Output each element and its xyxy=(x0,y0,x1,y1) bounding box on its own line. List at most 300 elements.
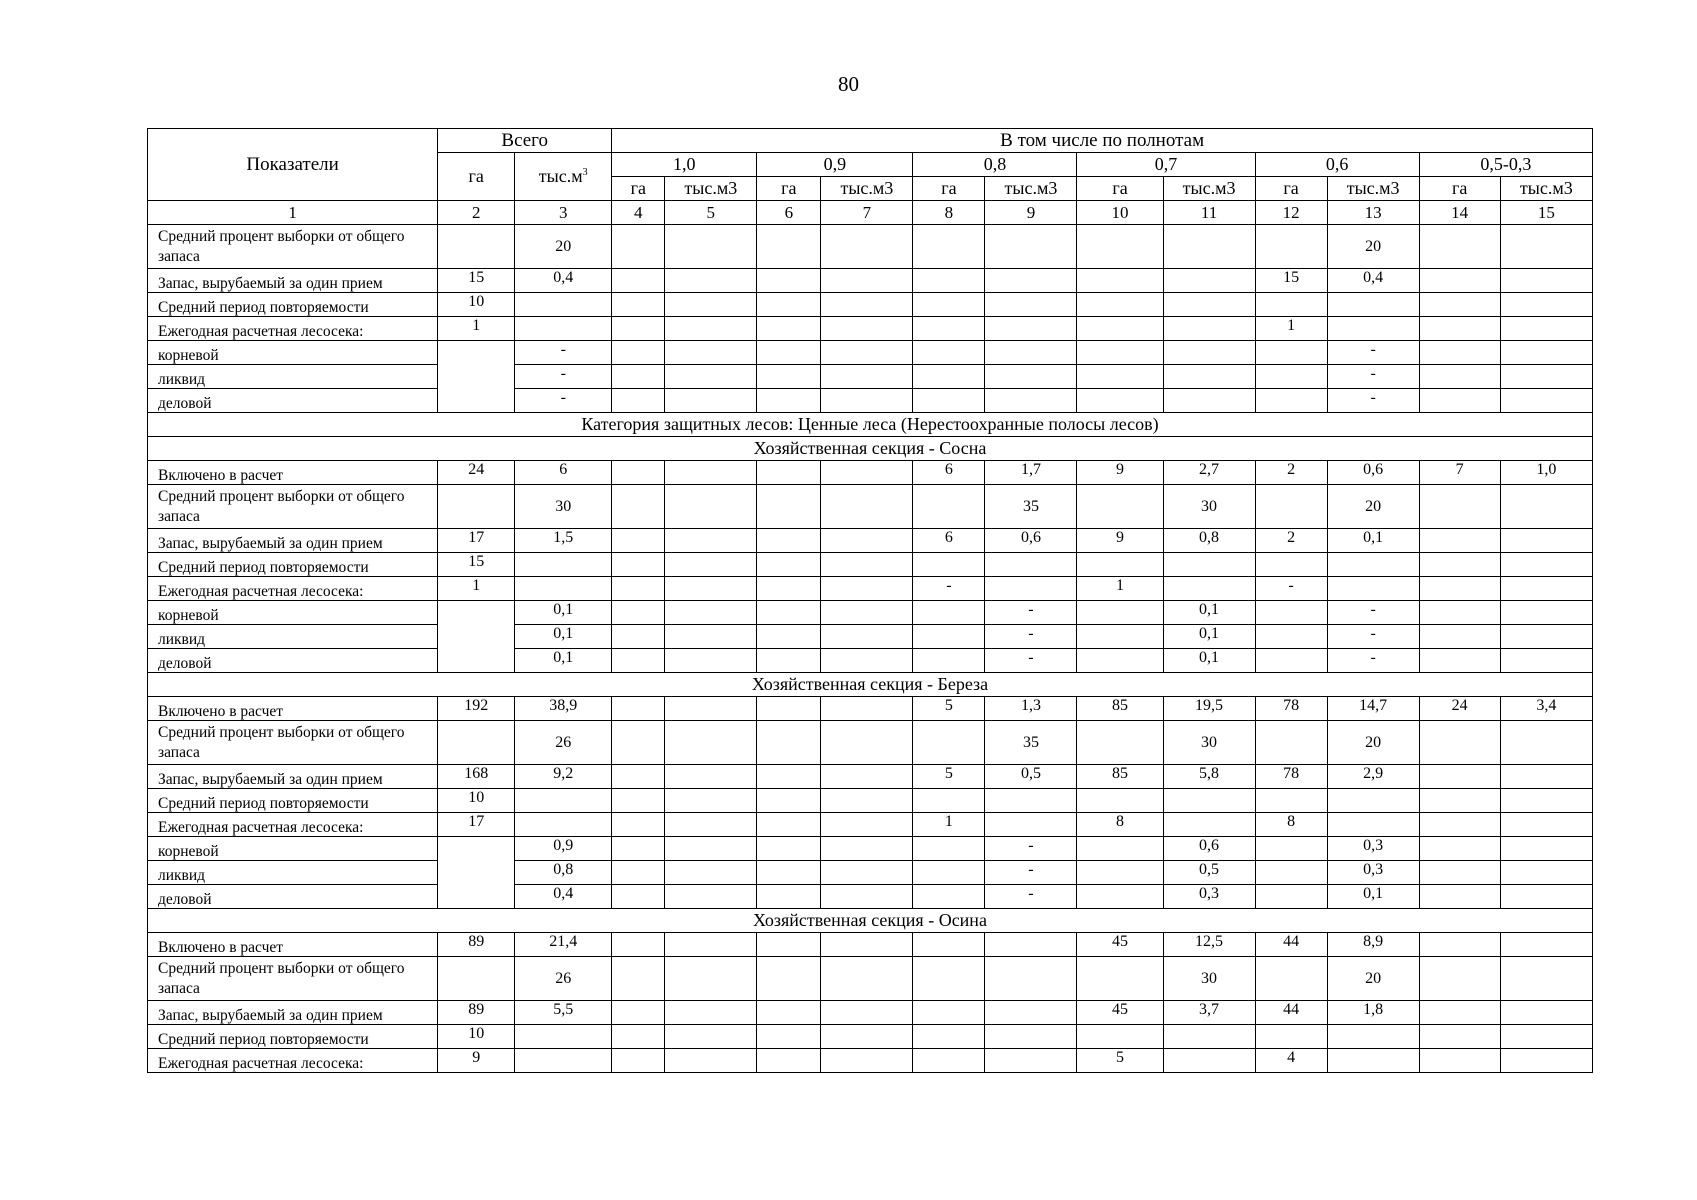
table-cell: 0,8 xyxy=(515,861,612,885)
table-cell: 0,6 xyxy=(985,529,1077,553)
table-row xyxy=(148,577,1593,601)
table-cell xyxy=(1077,485,1163,529)
header-sub-m3: тыс.м3 xyxy=(665,177,757,201)
table-cell xyxy=(612,789,665,813)
table-cell xyxy=(515,317,612,341)
table-row xyxy=(148,885,1593,909)
table-cell xyxy=(757,553,821,577)
table-cell xyxy=(1255,789,1327,813)
row-label: Средний процент выборки от общего запаса xyxy=(148,225,438,269)
row-label: Запас, вырубаемый за один прием xyxy=(148,765,438,789)
table-cell xyxy=(985,957,1077,1001)
table-cell xyxy=(757,1001,821,1025)
table-cell xyxy=(612,341,665,365)
table-cell xyxy=(1500,625,1592,649)
table-cell xyxy=(913,365,985,389)
table-cell xyxy=(1419,365,1500,389)
table-cell xyxy=(821,389,913,413)
table-cell: 1 xyxy=(1255,317,1327,341)
table-cell xyxy=(913,341,985,365)
table-cell xyxy=(1500,933,1592,957)
table-cell: 192 xyxy=(438,697,515,721)
table-cell: - xyxy=(985,885,1077,909)
table-cell: 3,4 xyxy=(1500,697,1592,721)
table-cell xyxy=(1419,577,1500,601)
table-cell xyxy=(1327,1025,1419,1049)
column-number: 5 xyxy=(665,201,757,225)
header-sub-ha: га xyxy=(1255,177,1327,201)
column-number: 12 xyxy=(1255,201,1327,225)
table-cell xyxy=(1419,1049,1500,1073)
table-cell xyxy=(913,625,985,649)
merged-ha-cell xyxy=(438,601,515,673)
table-cell xyxy=(913,293,985,317)
row-label: деловой xyxy=(148,389,438,413)
table-cell: 1 xyxy=(438,577,515,601)
table-cell: 2 xyxy=(1255,461,1327,485)
table-cell xyxy=(665,365,757,389)
table-cell xyxy=(1077,269,1163,293)
table-cell xyxy=(1500,957,1592,1001)
table-cell: - xyxy=(913,577,985,601)
table-cell: 45 xyxy=(1077,1001,1163,1025)
table-cell xyxy=(757,577,821,601)
table-cell xyxy=(1500,485,1592,529)
table-cell xyxy=(665,529,757,553)
table-row xyxy=(148,837,1593,861)
table-row xyxy=(148,813,1593,837)
table-cell xyxy=(821,317,913,341)
page-number: 80 xyxy=(838,72,859,96)
table-cell xyxy=(757,649,821,673)
table-cell xyxy=(1327,1049,1419,1073)
column-number: 13 xyxy=(1327,201,1419,225)
section-title-text: Хозяйственная секция - Осина xyxy=(148,909,1593,933)
table-cell xyxy=(1500,365,1592,389)
table-cell xyxy=(665,861,757,885)
row-label: ликвид xyxy=(148,861,438,885)
table-cell xyxy=(612,365,665,389)
header-total-m3: $тыс.м^3$ xyxy=(515,153,612,201)
column-number-row xyxy=(148,201,1593,225)
table-cell xyxy=(665,389,757,413)
table-cell xyxy=(821,1001,913,1025)
table-cell xyxy=(821,837,913,861)
table-cell xyxy=(1163,269,1255,293)
table-cell xyxy=(1419,721,1500,765)
table-cell: 24 xyxy=(1419,697,1500,721)
table-cell: 7 xyxy=(1419,461,1500,485)
table-cell xyxy=(821,697,913,721)
column-number: 4 xyxy=(612,201,665,225)
table-cell xyxy=(821,721,913,765)
table-cell: - xyxy=(985,861,1077,885)
table-cell: 5,8 xyxy=(1163,765,1255,789)
table-cell: 45 xyxy=(1077,933,1163,957)
table-cell xyxy=(985,389,1077,413)
table-cell xyxy=(757,697,821,721)
table-cell: 30 xyxy=(515,485,612,529)
table-cell xyxy=(1077,365,1163,389)
table-row xyxy=(148,461,1593,485)
table-cell xyxy=(757,837,821,861)
row-label: Средний процент выборки от общего запаса xyxy=(148,957,438,1001)
table-cell xyxy=(1163,225,1255,269)
table-cell xyxy=(913,649,985,673)
table-cell xyxy=(1500,1049,1592,1073)
table-cell: 15 xyxy=(1255,269,1327,293)
table-cell xyxy=(913,957,985,1001)
table-cell xyxy=(985,341,1077,365)
table-cell xyxy=(665,789,757,813)
table-cell xyxy=(1077,553,1163,577)
table-cell: 9,2 xyxy=(515,765,612,789)
table-cell: - xyxy=(515,389,612,413)
header-sub-m3: тыс.м3 xyxy=(1500,177,1592,201)
table-cell xyxy=(1500,601,1592,625)
table-cell xyxy=(913,389,985,413)
table-cell xyxy=(821,365,913,389)
header-sub-m3: тыс.м3 xyxy=(985,177,1077,201)
table-cell: 0,3 xyxy=(1327,861,1419,885)
table-cell xyxy=(821,485,913,529)
header-row-1 xyxy=(148,129,1593,153)
table-cell xyxy=(1419,293,1500,317)
table-cell xyxy=(1255,861,1327,885)
table-cell xyxy=(1077,649,1163,673)
table-cell xyxy=(438,225,515,269)
table-cell xyxy=(665,837,757,861)
row-label: Запас, вырубаемый за один прием xyxy=(148,269,438,293)
table-cell xyxy=(1500,529,1592,553)
table-cell xyxy=(665,765,757,789)
table-cell xyxy=(757,765,821,789)
table-cell xyxy=(1419,649,1500,673)
table-cell: 5,5 xyxy=(515,1001,612,1025)
table-cell xyxy=(665,577,757,601)
column-number: 15 xyxy=(1500,201,1592,225)
table-cell: - xyxy=(1327,625,1419,649)
table-cell: 35 xyxy=(985,485,1077,529)
table-cell: 85 xyxy=(1077,697,1163,721)
table-cell xyxy=(665,461,757,485)
table-cell: 17 xyxy=(438,813,515,837)
table-cell: 6 xyxy=(913,461,985,485)
merged-ha-cell xyxy=(438,341,515,413)
table-cell: 0,3 xyxy=(1327,837,1419,861)
table-cell xyxy=(821,625,913,649)
table-cell xyxy=(612,625,665,649)
table-cell: - xyxy=(1327,365,1419,389)
table-cell xyxy=(821,765,913,789)
table-cell xyxy=(665,1025,757,1049)
table-cell: 0,4 xyxy=(515,885,612,909)
table-cell xyxy=(1419,269,1500,293)
table-cell: 0,9 xyxy=(515,837,612,861)
table-cell xyxy=(665,553,757,577)
row-label: корневой xyxy=(148,341,438,365)
table-cell xyxy=(1163,389,1255,413)
table-cell xyxy=(1163,553,1255,577)
row-label: деловой xyxy=(148,885,438,909)
header-sub-ha: га xyxy=(1419,177,1500,201)
table-cell xyxy=(913,885,985,909)
table-cell xyxy=(821,601,913,625)
column-number: 10 xyxy=(1077,201,1163,225)
table-cell xyxy=(1255,485,1327,529)
section-title-text: Хозяйственная секция - Сосна xyxy=(148,437,1593,461)
header-sub-ha: га xyxy=(913,177,985,201)
table-cell: 19,5 xyxy=(1163,697,1255,721)
table-cell: 15 xyxy=(438,553,515,577)
table-cell: 20 xyxy=(1327,721,1419,765)
table-cell xyxy=(757,341,821,365)
table-cell xyxy=(1419,553,1500,577)
table-cell xyxy=(913,601,985,625)
table-cell: 10 xyxy=(438,293,515,317)
table-cell xyxy=(757,529,821,553)
table-cell xyxy=(1163,341,1255,365)
table-cell: - xyxy=(1255,577,1327,601)
table-cell xyxy=(913,553,985,577)
row-label: Средний процент выборки от общего запаса xyxy=(148,721,438,765)
table-cell xyxy=(1255,553,1327,577)
table-cell xyxy=(1500,789,1592,813)
table-cell xyxy=(612,861,665,885)
section-title-text: Хозяйственная секция - Береза xyxy=(148,673,1593,697)
table-cell xyxy=(612,933,665,957)
table-row xyxy=(148,601,1593,625)
table-cell: 1,7 xyxy=(985,461,1077,485)
table-cell xyxy=(821,225,913,269)
table-cell: 0,1 xyxy=(1163,649,1255,673)
table-cell xyxy=(757,957,821,1001)
table-cell: 1,5 xyxy=(515,529,612,553)
table-cell xyxy=(757,461,821,485)
header-indicator: Показатели xyxy=(148,129,438,201)
table-cell xyxy=(913,317,985,341)
table-cell: 0,4 xyxy=(515,269,612,293)
row-label: корневой xyxy=(148,601,438,625)
table-cell xyxy=(1500,765,1592,789)
row-label: Включено в расчет xyxy=(148,461,438,485)
category-title-text: Категория защитных лесов: Ценные леса (Нерестоохранные полосы лесов) xyxy=(148,413,1593,437)
table-cell: - xyxy=(1327,649,1419,673)
row-label: Запас, вырубаемый за один прием xyxy=(148,529,438,553)
row-label: Запас, вырубаемый за один прием xyxy=(148,1001,438,1025)
table-cell xyxy=(1419,601,1500,625)
table-row xyxy=(148,293,1593,317)
table-cell: 5 xyxy=(913,765,985,789)
table-cell: 1,3 xyxy=(985,697,1077,721)
header-density-6: 0,5-0,3 xyxy=(1419,153,1592,177)
header-density-3: 0,8 xyxy=(913,153,1077,177)
table-row xyxy=(148,957,1593,1001)
table-cell xyxy=(985,1001,1077,1025)
table-cell xyxy=(612,649,665,673)
table-cell xyxy=(1163,1025,1255,1049)
table-cell: 30 xyxy=(1163,721,1255,765)
table-cell xyxy=(612,1025,665,1049)
table-cell xyxy=(612,577,665,601)
table-cell xyxy=(612,601,665,625)
table-cell: 89 xyxy=(438,1001,515,1025)
table-cell xyxy=(1419,1025,1500,1049)
table-cell: 5 xyxy=(1077,1049,1163,1073)
table-cell: - xyxy=(515,365,612,389)
table-cell xyxy=(1077,721,1163,765)
table-cell xyxy=(757,789,821,813)
table-cell: 20 xyxy=(515,225,612,269)
table-cell xyxy=(438,721,515,765)
table-cell xyxy=(913,1049,985,1073)
table-cell xyxy=(1327,317,1419,341)
table-cell: 3,7 xyxy=(1163,1001,1255,1025)
header-sub-ha: га xyxy=(757,177,821,201)
table-cell xyxy=(1500,317,1592,341)
table-cell xyxy=(985,269,1077,293)
table-cell xyxy=(612,957,665,1001)
table-cell xyxy=(1500,885,1592,909)
table-cell xyxy=(1255,721,1327,765)
row-label: Средний период повторяемости xyxy=(148,293,438,317)
table-cell xyxy=(1255,293,1327,317)
row-label: Ежегодная расчетная лесосека: xyxy=(148,813,438,837)
table-cell xyxy=(821,789,913,813)
column-number: 7 xyxy=(821,201,913,225)
table-cell xyxy=(985,293,1077,317)
table-row xyxy=(148,225,1593,269)
table-cell xyxy=(1419,837,1500,861)
table-cell xyxy=(665,341,757,365)
table-cell xyxy=(1419,341,1500,365)
table-cell: 0,1 xyxy=(1163,601,1255,625)
table-row xyxy=(148,269,1593,293)
table-cell xyxy=(821,813,913,837)
table-cell: - xyxy=(985,625,1077,649)
table-cell xyxy=(1419,957,1500,1001)
table-cell xyxy=(1077,1025,1163,1049)
table-cell: 0,1 xyxy=(1163,625,1255,649)
forest-table xyxy=(147,128,1593,1073)
table-cell: 2 xyxy=(1255,529,1327,553)
table-cell xyxy=(757,933,821,957)
table-cell: 78 xyxy=(1255,765,1327,789)
table-cell xyxy=(1163,317,1255,341)
table-cell: - xyxy=(1327,341,1419,365)
table-cell xyxy=(665,317,757,341)
table-cell xyxy=(612,461,665,485)
table-cell: 14,7 xyxy=(1327,697,1419,721)
table-cell xyxy=(985,933,1077,957)
table-row xyxy=(148,789,1593,813)
table-cell xyxy=(665,885,757,909)
table-cell xyxy=(913,789,985,813)
table-cell xyxy=(665,813,757,837)
table-cell xyxy=(665,269,757,293)
table-cell: 20 xyxy=(1327,957,1419,1001)
table-cell: 1,8 xyxy=(1327,1001,1419,1025)
table-cell xyxy=(1327,789,1419,813)
table-cell: 85 xyxy=(1077,765,1163,789)
table-row xyxy=(148,697,1593,721)
table-cell xyxy=(515,813,612,837)
column-number: 9 xyxy=(985,201,1077,225)
table-cell xyxy=(913,837,985,861)
table-cell xyxy=(1077,957,1163,1001)
table-cell: 0,5 xyxy=(1163,861,1255,885)
table-cell xyxy=(612,389,665,413)
table-cell xyxy=(821,885,913,909)
row-label: Ежегодная расчетная лесосека: xyxy=(148,1049,438,1073)
row-label: Включено в расчет xyxy=(148,933,438,957)
table-cell: 8 xyxy=(1077,813,1163,837)
column-number: 11 xyxy=(1163,201,1255,225)
table-row xyxy=(148,389,1593,413)
header-density-2: 0,9 xyxy=(757,153,913,177)
header-sub-ha: га xyxy=(612,177,665,201)
table-cell xyxy=(665,649,757,673)
column-number: 14 xyxy=(1419,201,1500,225)
table-cell xyxy=(985,1025,1077,1049)
table-cell xyxy=(515,1025,612,1049)
table-cell: 38,9 xyxy=(515,697,612,721)
table-cell: 0,6 xyxy=(1327,461,1419,485)
table-row xyxy=(148,861,1593,885)
table-cell xyxy=(913,861,985,885)
table-cell: - xyxy=(1327,389,1419,413)
table-cell xyxy=(665,1049,757,1073)
table-cell xyxy=(612,485,665,529)
table-cell xyxy=(1077,293,1163,317)
table-cell: 0,1 xyxy=(515,649,612,673)
table-cell: 20 xyxy=(1327,485,1419,529)
section-title xyxy=(148,437,1593,461)
column-number: 2 xyxy=(438,201,515,225)
table-cell xyxy=(913,485,985,529)
table-cell xyxy=(1077,885,1163,909)
table-cell xyxy=(612,885,665,909)
table-cell xyxy=(1255,957,1327,1001)
table-cell xyxy=(1419,529,1500,553)
table-cell xyxy=(1327,293,1419,317)
category-title xyxy=(148,413,1593,437)
table-cell xyxy=(1163,813,1255,837)
table-cell: 168 xyxy=(438,765,515,789)
header-sub-m3: тыс.м3 xyxy=(1163,177,1255,201)
table-cell xyxy=(665,1001,757,1025)
table-cell xyxy=(1163,365,1255,389)
merged-ha-cell xyxy=(438,837,515,909)
table-cell xyxy=(665,625,757,649)
table-cell xyxy=(1419,1001,1500,1025)
row-label: Средний процент выборки от общего запаса xyxy=(148,485,438,529)
table-cell: 24 xyxy=(438,461,515,485)
table-cell: 6 xyxy=(913,529,985,553)
table-cell: 1 xyxy=(1077,577,1163,601)
header-density-4: 0,7 xyxy=(1077,153,1255,177)
table-cell: 15 xyxy=(438,269,515,293)
table-cell xyxy=(757,317,821,341)
table-cell xyxy=(515,293,612,317)
table-cell xyxy=(612,1001,665,1025)
table-cell xyxy=(1255,601,1327,625)
table-cell: 10 xyxy=(438,789,515,813)
table-cell xyxy=(757,861,821,885)
table-cell xyxy=(665,293,757,317)
table-cell xyxy=(757,885,821,909)
table-cell: 5 xyxy=(913,697,985,721)
